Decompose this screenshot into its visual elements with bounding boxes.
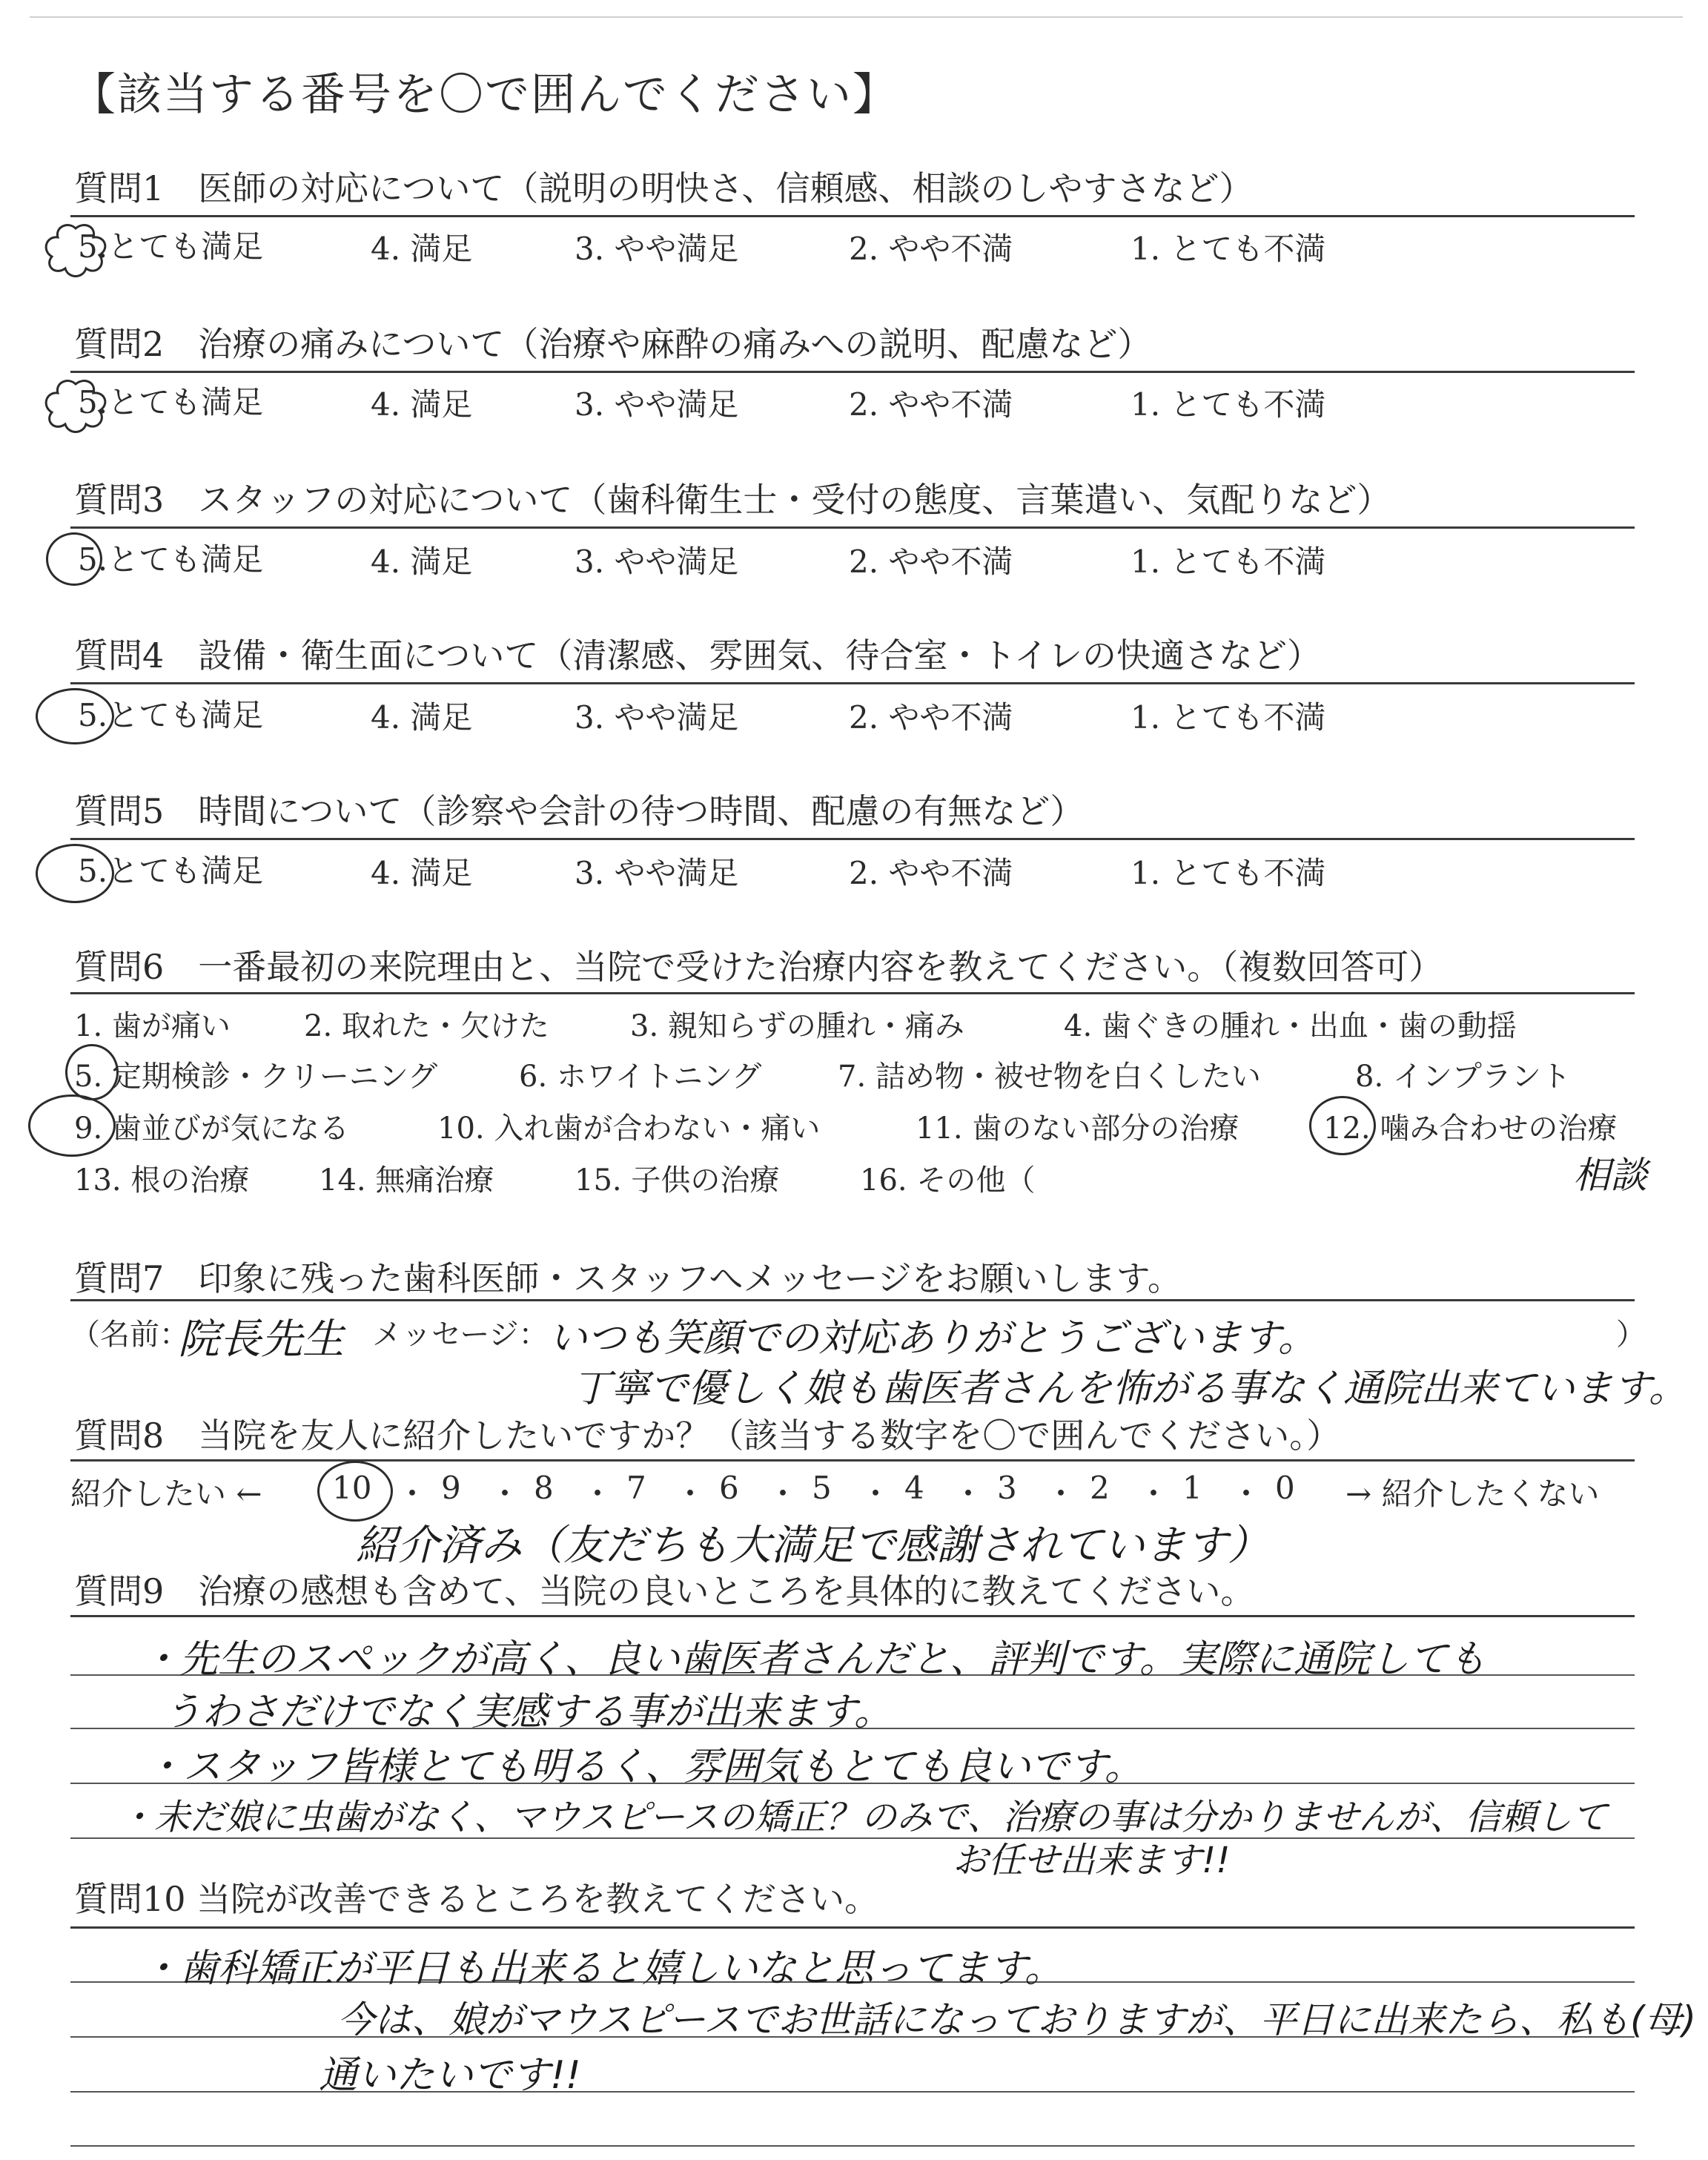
q7-message-line-1[interactable]: いつも笑顔での対応ありがとうございます。 — [549, 1316, 1317, 1361]
q6-option-5[interactable]: 5. 定期検診・クリーニング — [74, 1060, 438, 1094]
q2-option-1[interactable]: 1. とても不満 — [1131, 386, 1326, 423]
question-2-title: 質問2 治療の痛みについて（治療や麻酔の痛みへの説明、配慮など） — [74, 324, 1152, 364]
q3-option-3[interactable]: 3. やや満足 — [575, 544, 739, 580]
q8-value-8[interactable]: 8 — [534, 1470, 554, 1506]
q8-value-5[interactable]: 5 — [812, 1470, 832, 1506]
question-3-rule — [70, 526, 1635, 529]
q6-option-14[interactable]: 14. 無痛治療 — [319, 1163, 494, 1198]
q8-value-9[interactable]: 9 — [441, 1470, 461, 1506]
q10-answer-line-2[interactable]: 今は、娘がマウスピースでお世話になっておりますが、平日に出来たら、私も(母) — [337, 1998, 1697, 2041]
question-5-rule — [70, 838, 1635, 840]
q3-selected-mark — [46, 532, 102, 586]
q9-answer-line-3[interactable]: ・スタッフ皆様とても明るく、雰囲気もとても良いです。 — [145, 1745, 1143, 1789]
q5-option-2[interactable]: 2. やや不満 — [849, 855, 1013, 891]
q8-value-7[interactable]: 7 — [626, 1470, 646, 1506]
q3-option-1[interactable]: 1. とても不満 — [1131, 544, 1326, 580]
q2-selected-mark — [39, 375, 113, 435]
q4-option-3[interactable]: 3. やや満足 — [575, 699, 739, 736]
q5-option-4[interactable]: 4. 満足 — [371, 855, 473, 891]
q6-option-6[interactable]: 6. ホワイトニング — [519, 1060, 762, 1094]
q8-right-label: → 紹介したくない — [1345, 1476, 1600, 1512]
q8-value-0[interactable]: 0 — [1275, 1470, 1295, 1506]
question-6-title: 質問6 一番最初の来院理由と、当院で受けた治療内容を教えてください。（複数回答可） — [74, 947, 1443, 987]
question-4-title: 質問4 設備・衛生面について（清潔感、雰囲気、待合室・トイレの快適さなど） — [74, 635, 1322, 676]
q8-value-10[interactable]: 10 — [332, 1470, 372, 1506]
q10-answer-line-3[interactable]: 通いたいです!! — [319, 2053, 581, 2098]
q8-left-label: 紹介したい ← — [70, 1476, 262, 1512]
q6-option-10[interactable]: 10. 入れ歯が合わない・痛い — [437, 1112, 821, 1146]
q6-option-16[interactable]: 16. その他（ — [860, 1163, 1036, 1198]
q8-value-6[interactable]: 6 — [719, 1470, 739, 1506]
question-3-title: 質問3 スタッフの対応について（歯科衛生士・受付の態度、言葉遣い、気配りなど） — [74, 480, 1391, 520]
question-1-title: 質問1 医師の対応について（説明の明快さ、信頼感、相談のしやすさなど） — [74, 168, 1254, 208]
q1-option-3[interactable]: 3. やや満足 — [575, 231, 739, 267]
q6-handwritten-note: 相談 — [1573, 1154, 1647, 1197]
q1-option-1[interactable]: 1. とても不満 — [1131, 231, 1326, 267]
question-6-rule — [70, 992, 1635, 994]
question-10-rule — [70, 1926, 1635, 1929]
question-8-title: 質問8 当院を友人に紹介したいですか？（該当する数字を〇で囲んでください。） — [74, 1416, 1341, 1456]
question-7-title: 質問7 印象に残った歯科医師・スタッフへメッセージをお願いします。 — [74, 1258, 1182, 1298]
q3-option-2[interactable]: 2. やや不満 — [849, 544, 1013, 580]
q6-option-13[interactable]: 13. 根の治療 — [74, 1163, 250, 1198]
q4-option-5[interactable]: 5.とても満足 — [78, 697, 264, 733]
q10-answer-line — [70, 2145, 1635, 2147]
q4-option-2[interactable]: 2. やや不満 — [849, 699, 1013, 736]
q2-option-4[interactable]: 4. 満足 — [371, 386, 473, 423]
q6-option-11[interactable]: 11. 歯のない部分の治療 — [916, 1112, 1239, 1146]
q1-option-5[interactable]: 5.とても満足 — [78, 228, 264, 265]
q7-name-label: （名前： — [70, 1318, 189, 1352]
q1-option-4[interactable]: 4. 満足 — [371, 231, 473, 267]
q6-option-3[interactable]: 3. 親知らずの腫れ・痛み — [630, 1009, 964, 1043]
q7-name-value[interactable]: 院長先生 — [178, 1315, 344, 1364]
q7-close-paren: ） — [1616, 1318, 1646, 1352]
q2-option-5[interactable]: 5.とても満足 — [78, 384, 264, 420]
page-top-edge — [30, 16, 1683, 18]
question-4-rule — [70, 682, 1635, 684]
q6-selected-mark-5 — [65, 1044, 119, 1100]
q10-answer-line-1[interactable]: ・歯科矯正が平日も出来ると嬉しいなと思ってます。 — [141, 1946, 1063, 1991]
q3-option-4[interactable]: 4. 満足 — [371, 544, 473, 580]
question-5-title: 質問5 時間について（診察や会計の待つ時間、配慮の有無など） — [74, 791, 1085, 831]
q6-option-1[interactable]: 1. 歯が痛い — [74, 1009, 231, 1043]
q6-option-7[interactable]: 7. 詰め物・被せ物を白くしたい — [838, 1060, 1261, 1094]
q9-answer-line-1[interactable]: ・先生のスペックが高く、良い歯医者さんだと、評判です。実際に通院しても — [141, 1637, 1486, 1682]
question-9-title: 質問9 治療の感想も含めて、当院の良いところを具体的に教えてください。 — [74, 1571, 1255, 1611]
page-title: 【該当する番号を〇で囲んでください】 — [71, 69, 898, 121]
q6-option-15[interactable]: 15. 子供の治療 — [575, 1163, 780, 1198]
q6-option-12[interactable]: 12. 噛み合わせの治療 — [1323, 1112, 1618, 1146]
q6-option-8[interactable]: 8. インプラント — [1355, 1060, 1571, 1094]
q8-handwritten-note: 紹介済み（友だちも大満足で感謝されています） — [356, 1522, 1269, 1570]
q6-selected-mark-12 — [1309, 1096, 1376, 1155]
q7-message-label: メッセージ： — [372, 1318, 549, 1352]
q6-option-2[interactable]: 2. 取れた・欠けた — [304, 1009, 549, 1043]
q5-selected-mark — [36, 844, 114, 903]
q10-answer-line — [70, 2091, 1635, 2093]
question-9-rule — [70, 1615, 1635, 1617]
q4-selected-mark — [36, 688, 114, 744]
question-8-rule — [70, 1459, 1635, 1462]
q3-option-5[interactable]: 5.とても満足 — [78, 541, 264, 578]
q6-option-9[interactable]: 9. 歯並びが気になる — [74, 1112, 349, 1146]
q2-option-3[interactable]: 3. やや満足 — [575, 386, 739, 423]
q9-answer-line-2[interactable]: うわさだけでなく実感する事が出来ます。 — [163, 1690, 893, 1734]
q5-option-5[interactable]: 5.とても満足 — [78, 853, 264, 889]
q9-answer-line-5[interactable]: お任せ出来ます!! — [953, 1840, 1231, 1881]
q8-value-4[interactable]: 4 — [904, 1470, 924, 1506]
q4-option-4[interactable]: 4. 満足 — [371, 699, 473, 736]
q2-option-2[interactable]: 2. やや不満 — [849, 386, 1013, 423]
q4-option-1[interactable]: 1. とても不満 — [1131, 699, 1326, 736]
q6-option-4[interactable]: 4. 歯ぐきの腫れ・出血・歯の動揺 — [1064, 1009, 1517, 1043]
q8-value-1[interactable]: 1 — [1182, 1470, 1202, 1506]
q5-option-1[interactable]: 1. とても不満 — [1131, 855, 1326, 891]
q8-value-3[interactable]: 3 — [997, 1470, 1017, 1506]
q9-answer-line-4[interactable]: ・未だ娘に虫歯がなく、マウスピースの矯正？のみで、治療の事は分かりませんが、信頼して — [119, 1797, 1608, 1838]
question-7-rule — [70, 1299, 1635, 1301]
question-2-rule — [70, 371, 1635, 373]
q1-option-2[interactable]: 2. やや不満 — [849, 231, 1013, 267]
q8-value-2[interactable]: 2 — [1090, 1470, 1110, 1506]
q6-selected-mark-9 — [28, 1094, 116, 1157]
question-10-title: 質問10 当院が改善できるところを教えてください。 — [74, 1879, 879, 1919]
question-1-rule — [70, 215, 1635, 217]
q7-message-line-2[interactable]: 丁寧で優しく娘も歯医者さんを怖がる事なく通院出来ています。 — [572, 1367, 1687, 1411]
q1-selected-mark — [39, 219, 113, 279]
q5-option-3[interactable]: 3. やや満足 — [575, 855, 739, 891]
